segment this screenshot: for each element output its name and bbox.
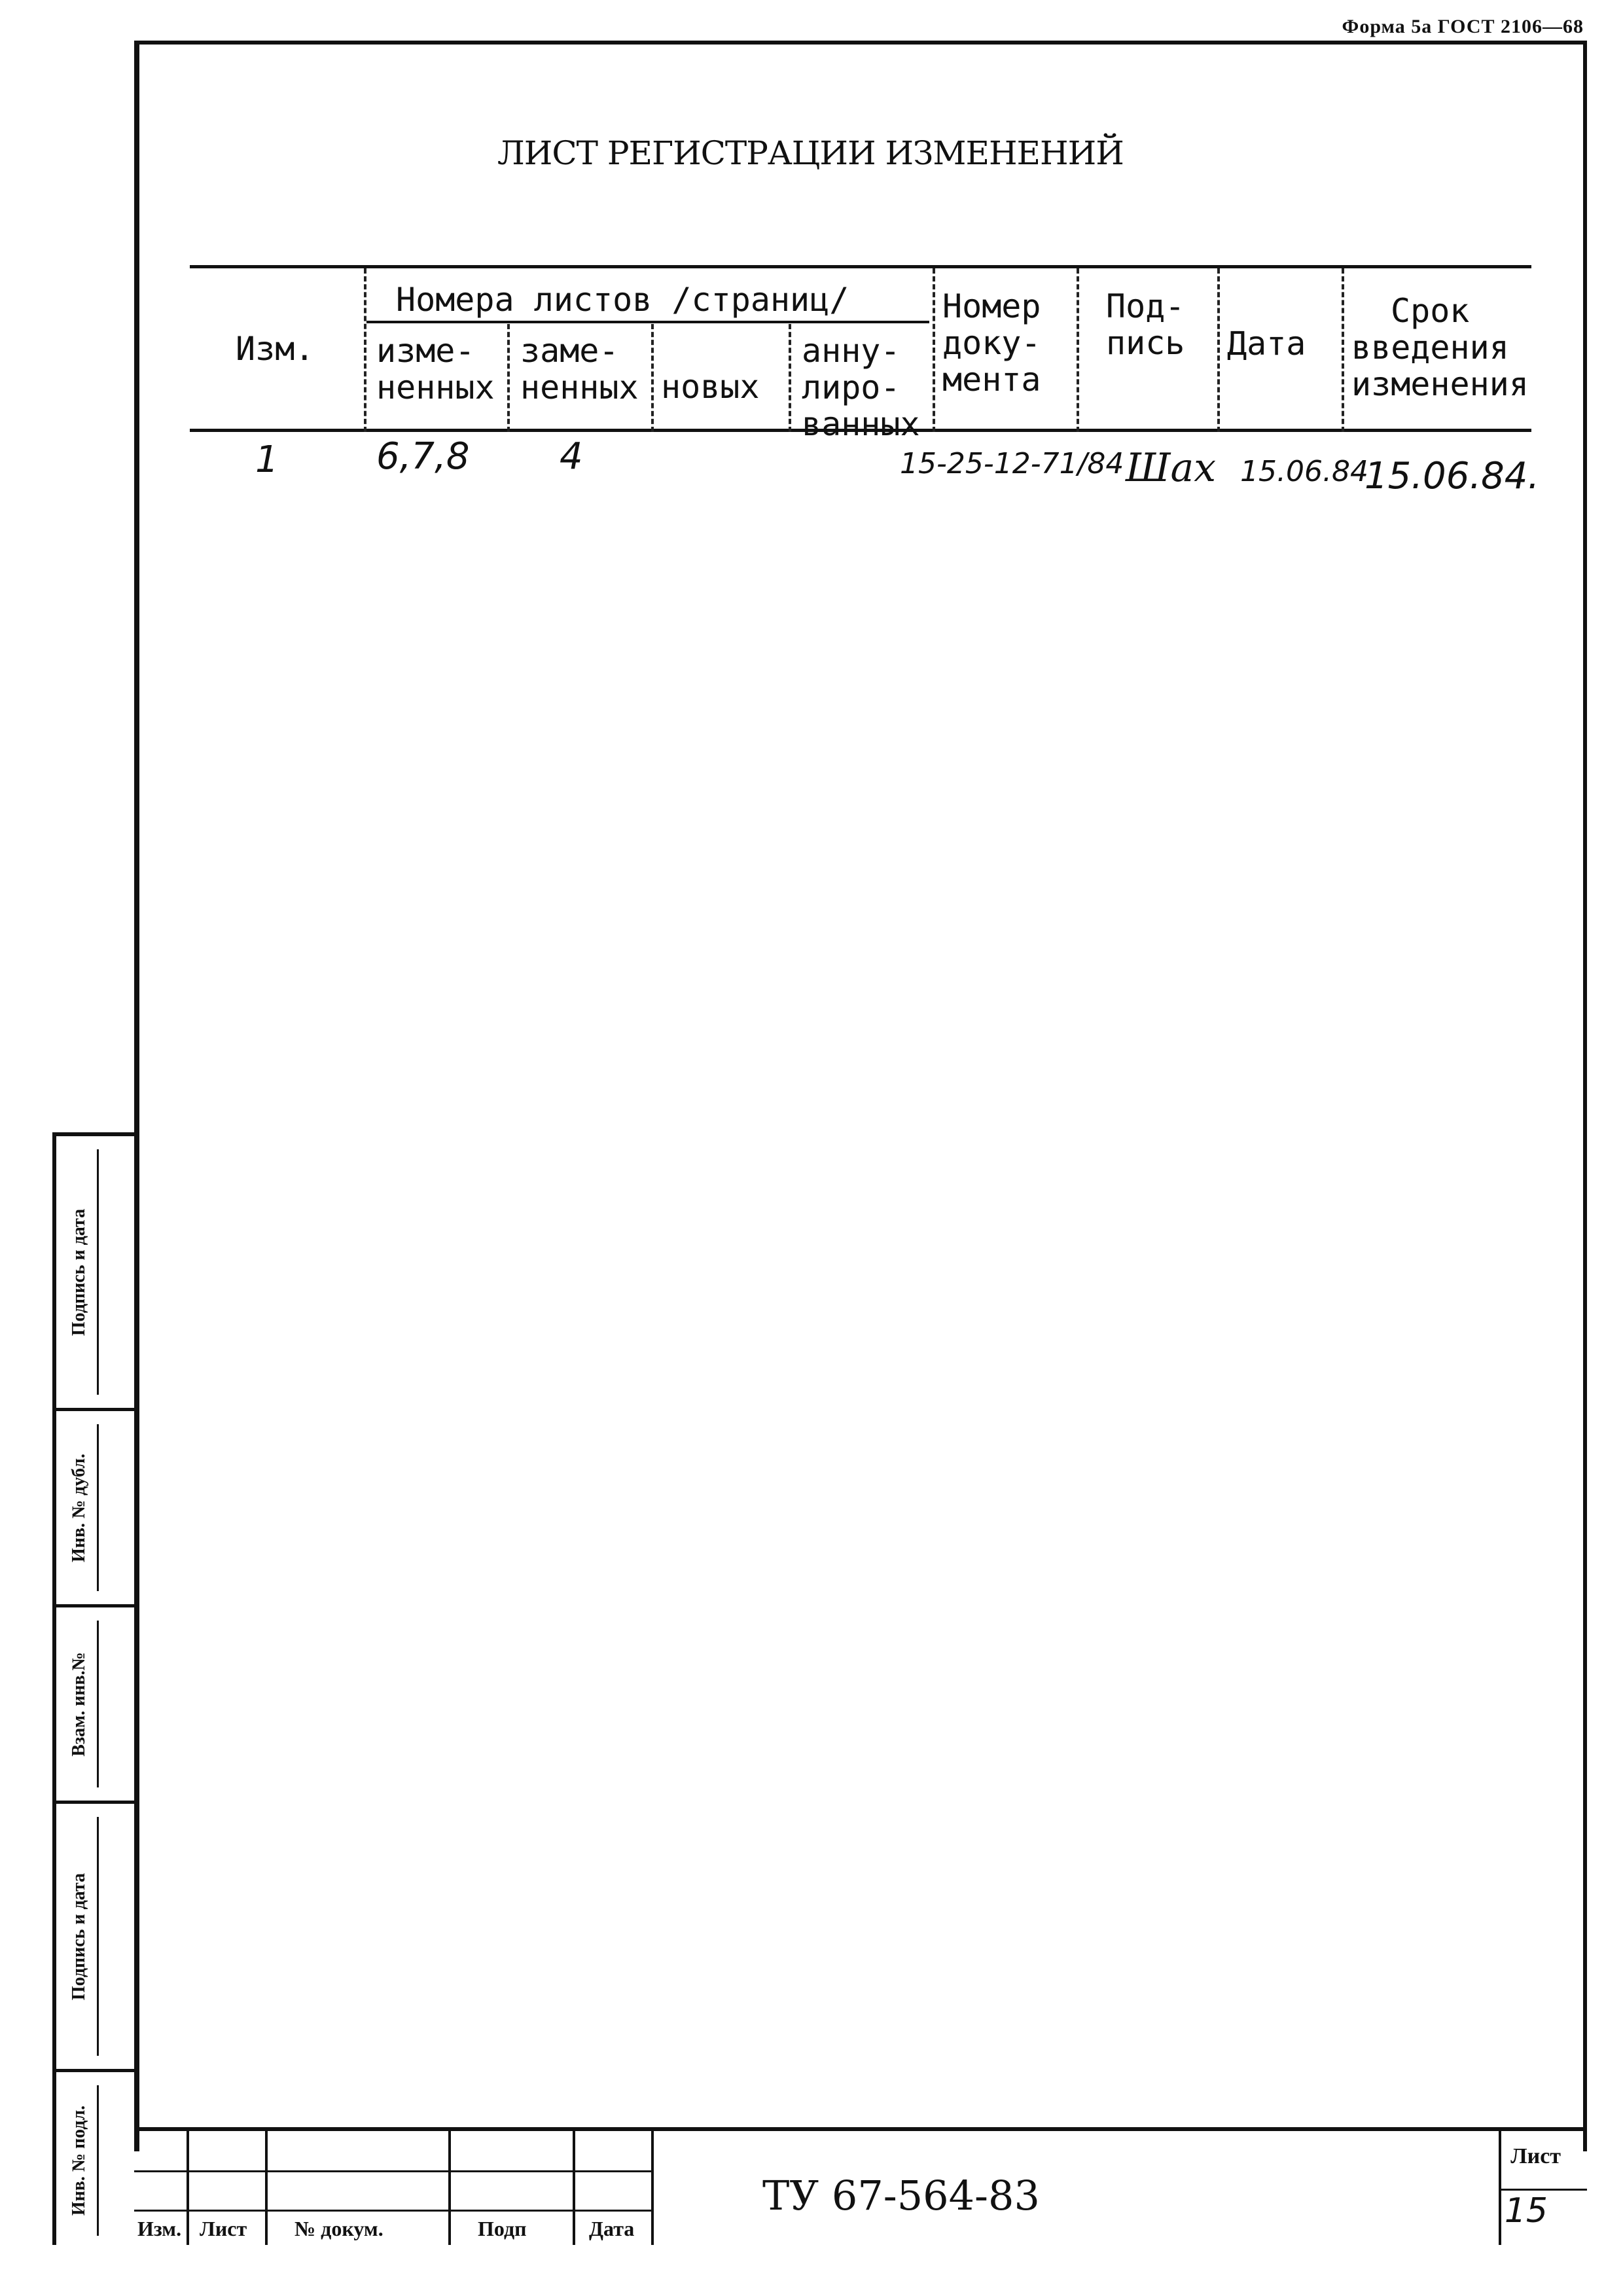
col-divider-6: [1077, 268, 1079, 432]
header-new: новых: [661, 368, 760, 406]
strip-cell-replacement-inventory: Взам. инв.№: [56, 1607, 138, 1804]
stamp-label-doc-number: № докум.: [294, 2217, 383, 2240]
row-effective: 15.06.84.: [1364, 455, 1540, 497]
stamp-label-change: Изм.: [137, 2217, 182, 2240]
group-underline: [366, 321, 929, 323]
col-divider-3: [651, 324, 654, 432]
col-divider-2: [507, 324, 510, 432]
row-replaced-sheets: 4: [560, 435, 583, 478]
header-sheet-numbers: Номера листов /страниц/: [396, 281, 849, 319]
row-signature: Шах: [1126, 445, 1217, 491]
page-title: ЛИСТ РЕГИСТРАЦИИ ИЗМЕНЕНИЙ: [497, 134, 1124, 172]
header-doc-number: Номер доку- мента: [942, 287, 1041, 399]
table-top-rule: [190, 265, 1531, 268]
sheet-label: Лист: [1510, 2144, 1561, 2168]
strip-cell-original-inventory: Инв. № подл.: [56, 2072, 138, 2249]
col-divider-7: [1217, 268, 1220, 432]
stamp-label-sheet: Лист: [200, 2217, 247, 2240]
row-changed-sheets: 6,7,8: [376, 435, 470, 478]
stamp-label-date: Дата: [589, 2217, 635, 2240]
sheet-number: 15: [1504, 2191, 1548, 2231]
col-divider-5: [933, 268, 935, 432]
strip-cell-signature-date-2: Подпись и дата: [56, 1804, 138, 2072]
header-date: Дата: [1227, 325, 1306, 363]
header-changed: изме- ненных: [376, 332, 495, 406]
stamp-label-signature: Подп: [478, 2217, 527, 2240]
binding-strip: [52, 1132, 134, 2245]
form-reference: Форма 5а ГОСТ 2106—68: [1342, 16, 1584, 37]
col-divider-4: [789, 324, 791, 432]
document-code: ТУ 67-564-83: [762, 2172, 1040, 2219]
header-effective: Срок введения изменения: [1351, 292, 1529, 403]
header-replaced: заме- ненных: [520, 332, 639, 406]
col-divider-8: [1342, 268, 1344, 432]
row-date: 15.06.84: [1240, 455, 1368, 488]
row-change: 1: [255, 439, 279, 481]
row-doc-number: 15-25-12-71/84: [900, 447, 1124, 480]
header-signature: Под- пись: [1106, 287, 1185, 362]
title-block: [134, 2127, 1587, 2245]
col-divider-1: [364, 268, 366, 432]
strip-cell-signature-date-1: Подпись и дата: [56, 1136, 138, 1411]
strip-cell-dup-inventory: Инв. № дубл.: [56, 1411, 138, 1607]
header-change: Изм.: [236, 330, 315, 368]
header-annulled: анну- лиро- ванных: [802, 332, 920, 443]
